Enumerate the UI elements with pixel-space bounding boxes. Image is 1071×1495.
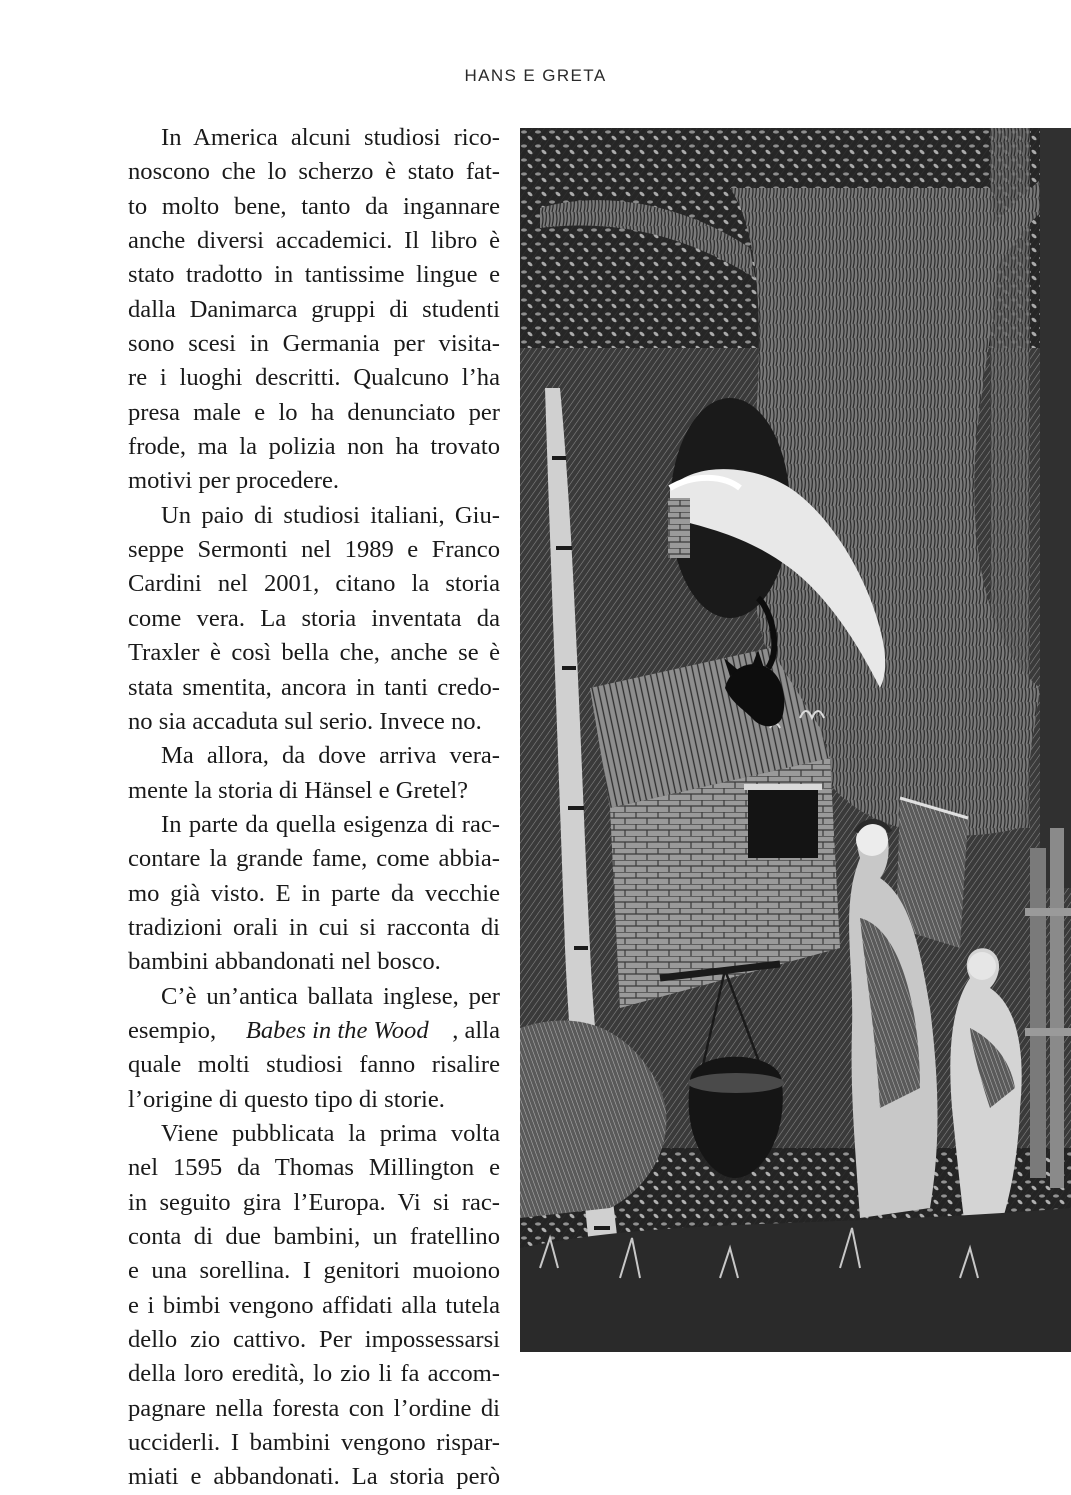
text-line: sono scesi in Germania per visita- (128, 330, 500, 358)
text-line: pagnare nella foresta con l’ordine di (128, 1394, 500, 1422)
text-line: Cardini nel 2001, citano la storia (128, 570, 500, 598)
text-line: ucciderli. I bambini vengono rispar- (128, 1429, 500, 1457)
text-line: frode, ma la polizia non ha trovato (128, 433, 500, 461)
text-line: e una sorellina. I genitori muoiono (128, 1257, 500, 1285)
text-line: Un paio di studiosi italiani, Giu- (161, 501, 500, 529)
text-line: l’origine di questo tipo di storie. (128, 1085, 445, 1113)
text-line: in seguito gira l’Europa. Vi si rac- (128, 1188, 500, 1216)
text-line: In America alcuni studiosi rico- (161, 124, 500, 151)
running-title: HANS E GRETA (464, 66, 607, 85)
text-line-mixed (128, 1014, 500, 1048)
text-line: miati e abbandonati. La storia però (128, 1463, 500, 1491)
text-line: noscono che lo scherzo è stato fat- (128, 158, 500, 186)
book-title-italic: Babes in the Wood (245, 1016, 429, 1044)
text-line: stato tradotto in tantissime lingue e (128, 261, 500, 289)
text-line: Traxler è così bella che, anche se è (128, 639, 500, 667)
text-fragment: esempio, (128, 1016, 223, 1044)
text-line: tradizioni orali in cui si racconta di (128, 913, 500, 941)
text-line: Viene pubblicata la prima volta (161, 1119, 500, 1147)
text-line: nel 1595 da Thomas Millington e (128, 1154, 500, 1182)
text-line: seppe Sermonti nel 1989 e Franco (128, 536, 500, 564)
text-fragment: , alla (452, 1016, 500, 1044)
text-line: anche diversi accademici. Il libro è (128, 227, 500, 255)
text-line: no sia accaduta sul serio. Invece no. (128, 707, 482, 735)
text-line: stata smentita, ancora in tanti credo- (128, 673, 500, 701)
engraving-illustration-icon (520, 128, 1071, 1352)
text-line: motivi per procedere. (128, 467, 340, 495)
text-line: dello zio cattivo. Per impossessarsi (128, 1326, 500, 1354)
engraving-illustration (520, 128, 1071, 1352)
text-line: e i bimbi vengono affidati alla tutela (128, 1291, 500, 1319)
text-line: bambini abbandonati nel bosco. (128, 948, 441, 976)
text-line: In parte da quella esigenza di rac- (161, 810, 500, 838)
text-line: C’è un’antica ballata inglese, per (161, 982, 500, 1010)
text-line: conta di due bambini, un fratellino (128, 1223, 500, 1250)
body-text (128, 121, 500, 1495)
text-line: contare la grande fame, come abbia- (128, 845, 500, 873)
text-line: mente la storia di Hänsel e Gretel? (128, 776, 469, 804)
text-line: re i luoghi descritti. Qualcuno l’ha (128, 364, 500, 392)
text-line: come vera. La storia inventata da (128, 604, 500, 632)
text-line: Ma allora, da dove arriva vera- (161, 742, 500, 770)
text-line: quale molti studiosi fanno risalire (128, 1051, 500, 1079)
text-line: della loro eredità, lo zio li fa accom- (128, 1360, 500, 1388)
text-line: to molto bene, tanto da ingannare (128, 192, 500, 220)
text-line: mo già visto. E in parte da vecchie (128, 879, 500, 907)
text-line: dalla Danimarca gruppi di studenti (128, 295, 500, 323)
text-line: presa male e lo ha denunciato per (128, 398, 500, 426)
